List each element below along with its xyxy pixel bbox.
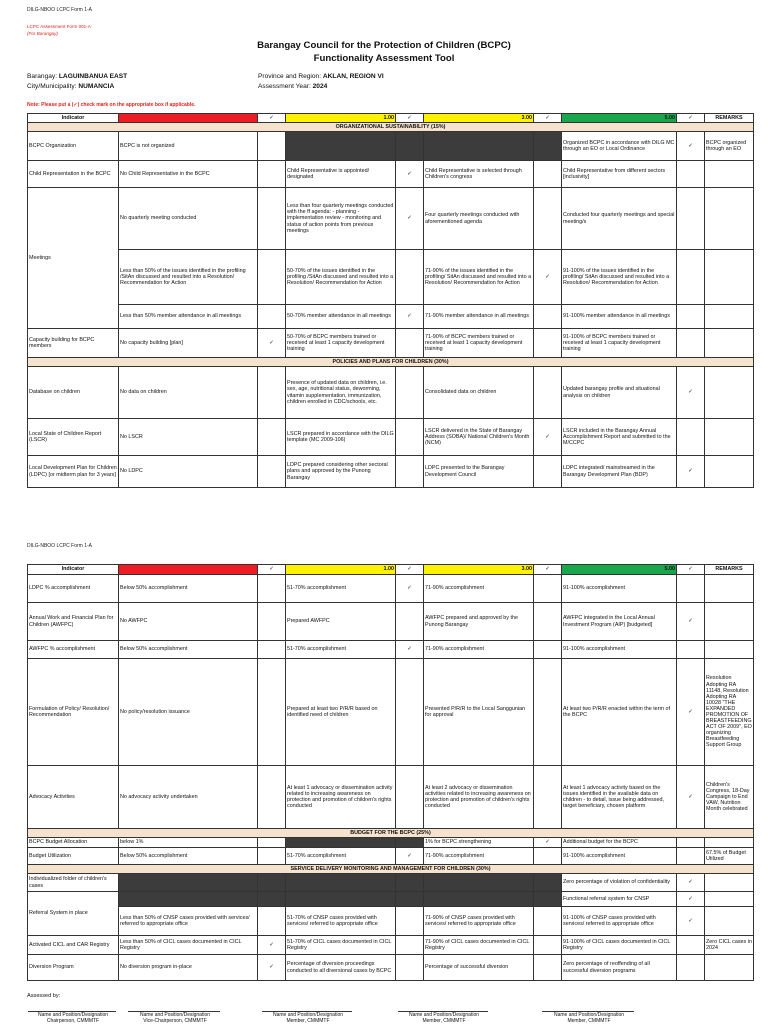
check-mark: ✓ [534,250,562,305]
table-row: Advocacy Activities No advocacy activity undertaken At least 1 advocacy or dissemination activity related to increasing awareness on protection and promotion of children's rights conducted At least 2 advocacy or dissemination activities related to increasing awareness on protection and promotion of children's rights conducted At least 1 advocacy activity based on the issues identified in the available data on children - to detail, issue being addressed, target beneficiary, chosen platform ✓ Children's Congress, 18-Day Campaign to End VAW, Nutrition Month celebrated [28,766,754,829]
table-row: Individualized folder of children's cases Zero percentage of violation of confidentiality ✓ [28,874,754,892]
check-mark: ✓ [396,161,424,188]
header-check: ✓ [396,565,424,575]
header-check: ✓ [258,565,286,575]
check-mark: ✓ [677,907,705,936]
header-indicator: Indicator [28,114,119,123]
header-check: ✓ [677,114,705,123]
check-mark: ✓ [396,575,424,603]
section-budget: BUDGET FOR THE BCPC (25%) [28,829,754,838]
header-remarks: REMARKS [705,565,754,575]
assessment-table-1 [27,113,754,488]
header-remarks: REMARKS [705,114,754,123]
header-score-0 [119,114,258,123]
header-check: ✓ [396,114,424,123]
check-mark: ✓ [677,892,705,907]
header-score-3: 3.00 [424,114,534,123]
table-row: Less than 50% of CNSP cases provided with services/ referred to appropriate office 51-70% of CNSP cases provided with services/ referred to appropriate office 71-90% of CNSP cases provided with services/ referred to appropriate office 91-100% of CNSP cases provided with services/ referred to appropriate office ✓ [28,907,754,936]
table-row: AWFPC % accomplishment Below 50% accomplishment 51-70% accomplishment ✓ 71-90% accomplishment 91-100% accomplishment [28,641,754,659]
city-info: City/Municipality: NUMANCIA [27,83,115,90]
table-row: Less than 50% member attendance in all meetings 50-70% member attendance in all meetings ✓ 71-90% member attendance in all meetings 91-100% member attendance in all meetings [28,305,754,329]
year-info: Assessment Year: 2024 [258,83,328,90]
header-indicator: Indicator [28,565,119,575]
section-policies: POLICIES AND PLANS FOR CHILDREN (30%) [28,358,754,367]
check-mark: ✓ [677,874,705,892]
check-mark: ✓ [534,838,562,848]
note: Note: Please put a (✓) check mark on the appropriate box if applicable. [27,102,196,108]
check-mark: ✓ [396,188,424,250]
header-check: ✓ [258,114,286,123]
header-check: ✓ [534,114,562,123]
table-row: BCPC Budget Allocation below 1% 1% for BCPC strengthening ✓ Additional budget for the BCPC [28,838,754,848]
check-mark: ✓ [677,603,705,641]
check-mark: ✓ [258,329,286,358]
assessment-table-2 [27,564,754,981]
table-row: Meetings No quarterly meeting conducted Less than four quarterly meetings conducted with the ff agenda: - planning - implementation review - monitoring and status of action points from previous meetings ✓ Four quarterly meetings conducted with aforementioned agenda Conducted four quarterly meetings and special meeting/s [28,188,754,250]
page-title: Barangay Council for the Protection of Children (BCPC) [257,40,511,51]
check-mark: ✓ [677,766,705,829]
table-row: Activated CICL and CAR Registry Less than 50% of CICL cases documented in CICL Registry ✓ 51-70% of CICL cases documented in CICL Registry 71-90% of CICL cases documented in CICL Registry 91-100% of CICL cases documented in CICL Registry Zero CICL cases in 2024 [28,936,754,955]
table-row: Referral System in place Functional referral system for CNSP ✓ [28,892,754,907]
table-row: BCPC Organization BCPC is not organized Organized BCPC in accordance with DILG MC through an EO or Local Ordinance ✓ BCPC organized through an EO [28,132,754,161]
table-row: Formulation of Policy/ Resolution/ Recommendation No policy/resolution issuance Prepared at least two P/R/R based on identified need of children Presented P/R/R to the Local Sanggunian for approval At least two P/R/R enacted within the term of the BCPC ✓ Resolution Adopting RA 11148, Resolution Adopting RA 10028 "THE EXPANDED PROMOTION OF BREASTFEEDING ACT OF 2009", EO organizing Breastfeeding Support Group [28,659,754,766]
table-row: Local State of Children Report (LSCR) No LSCR LSCR prepared in accordance with the DILG template (MC 2009-106) LSCR delivered in the State of Barangay Address (SOBA)/ National Children's Month (NCM) ✓ LSCR included in the Barangay Annual Accomplishment Report and submitted to the M/CCPC [28,419,754,456]
signatory-3: Name and Position/Designation Member, CMMMTF [272,1012,344,1024]
check-mark: ✓ [677,659,705,766]
table-row: Child Representation in the BCPC No Child Representative in the BCPC Child Representative is appointed/ designated ✓ Child Representative is selected through Children's congress Child Representative from different sectors [inclusivity] [28,161,754,188]
signatory-1: Name and Position/Designation Chairperson, CMMMTF [37,1012,109,1024]
signatory-4: Name and Position/Designation Member, CMMMTF [408,1012,480,1024]
header-score-5: 5.00 [562,565,677,575]
table-row: Local Development Plan for Children (LDPC) [or midterm plan for 3 years] No LDPC LDPC prepared considering other sectoral plans and approved by the Punong Barangay LDPC presented to the Barangay Development Council LDPC integrated/ mainstreamed in the Barangay Development Plan (BDP) ✓ [28,456,754,488]
check-mark: ✓ [677,456,705,488]
check-mark: ✓ [396,848,424,865]
province-info: Province and Region: AKLAN, REGION VI [258,73,384,80]
table-row: Capacity building for BCPC members No capacity building [plan] ✓ 50-70% of BCPC members trained or received at least 1 capacity development training 71-90% of BCPC members trained or received at least 1 capacity development training 91-100% of BCPC members trained or received at least 1 capacity development training [28,329,754,358]
table-row: Diversion Program No diversion program in-place ✓ Percentage of diversion proceedings conducted to all diversional cases by BCPC Percentage of successful diversion Zero percentage of reoffending of all successful diversion programs [28,955,754,981]
assessed-by: Assessed by: [27,993,61,999]
table-row: Less than 50% of the issues identified in the profiling /SitAn discussed and resulted into a Resolution/ Recommendation for Action 50-70% of the issues identified in the profiling /SitAn discussed and resulted into a Resolution/ Recommendation for Action 71-90% of the issues identified in the profiling/ SitAn discussed and resulted into a Resolution/ Recommendation for Action ✓ 91-100% of the issues identified in the profiling/ SitAn discussed and resulted into a Resolution/ Recommendation for Action [28,250,754,305]
section-org: ORGANIZATIONAL SUSTAINABILITY (15%) [28,123,754,132]
check-mark: ✓ [677,367,705,419]
table-row: LDPC % accomplishment Below 50% accomplishment 51-70% accomplishment ✓ 71-90% accomplishment 91-100% accomplishment [28,575,754,603]
section-service: SERVICE DELIVERY MONITORING AND MANAGEMENT FOR CHILDREN (30%) [28,865,754,874]
form-tag: DILG-NBOO LCPC Form 1-A [27,543,93,549]
check-mark: ✓ [677,132,705,161]
header-score-1: 1.00 [286,565,396,575]
barangay-info: Barangay: LAGUINBANUA EAST [27,73,128,80]
table-row: Annual Work and Financial Plan for Children (AWFPC) No AWFPC Prepared AWFPC AWFPC prepared and approved by the Punong Barangay AWFPC integrated in the Local Annual Investment Program (AIP) [budgeted] ✓ [28,603,754,641]
page-subtitle: Functionality Assessment Tool [313,53,455,64]
check-mark: ✓ [396,641,424,659]
table-row: Database on children No data on children Presence of updated data on children, i.e. sex, age, nutritional status, deworming, vitamin supplementation, immunization, children enrolled in CDC/schools, etc. Consolidated data on children Updated barangay profile and situational analysis on children ✓ [28,367,754,419]
header-check: ✓ [677,565,705,575]
header-score-0 [119,565,258,575]
signatory-5: Name and Position/Designation Member, CMMMTF [553,1012,625,1024]
check-mark: ✓ [534,419,562,456]
check-mark: ✓ [258,936,286,955]
header-score-3: 3.00 [424,565,534,575]
header-check: ✓ [534,565,562,575]
form-number: LCPC Assessment Form 001-A [27,24,91,29]
table-row: Budget Utilization Below 50% accomplishment 51-70% accomplishment ✓ 71-90% accomplishment 91-100% accomplishment 67.5% of Budget Utilized [28,848,754,865]
check-mark: ✓ [396,305,424,329]
signatory-2: Name and Position/Designation Vice-Chairperson, CMMMTF [139,1012,211,1024]
check-mark: ✓ [258,955,286,981]
form-subtitle: (For Barangay) [27,31,58,36]
header-score-5: 5.00 [562,114,677,123]
form-tag: DILG-NBOO LCPC Form 1-A [27,7,93,13]
header-score-1: 1.00 [286,114,396,123]
